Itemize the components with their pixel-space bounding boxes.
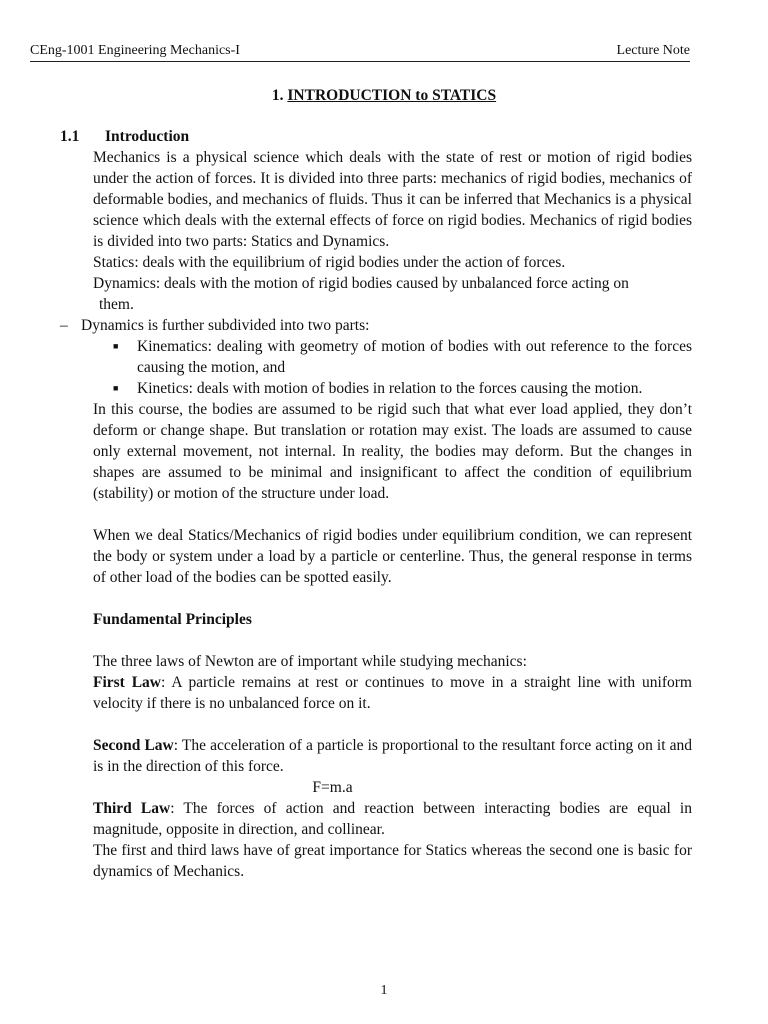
- third-law-label: Third Law: [93, 800, 171, 817]
- second-law-text: : The acceleration of a particle is proportional to the resultant force acting on it and is in the direction of this force.: [93, 737, 693, 775]
- newton-intro: The three laws of Newton are of important while studying mechanics:: [93, 653, 527, 670]
- rigid-body-paragraph: In this course, the bodies are assumed to be rigid such that what ever load applied, they don’t deform or change shape. But translation or rotation may exist. The loads are assumed to cause only external movement, not internal. In reality, the bodies may deform. But the changes in shapes are assumed to be minimal and insignificant to affect the condition of equilibrium (stability) or motion of the structure under load.: [93, 401, 692, 502]
- statics-definition: Statics: deals with the equilibrium of rigid bodies under the action of forces.: [93, 254, 566, 271]
- third-law: [93, 798, 692, 840]
- newton-formula: F=m.a: [312, 779, 353, 796]
- second-law-label: Second Law: [93, 737, 174, 754]
- dash-item-text: Dynamics is further subdivided into two parts:: [81, 317, 370, 334]
- square-bullet-icon: ■: [113, 341, 119, 351]
- intro-paragraph: Mechanics is a physical science which deals with the state of rest or motion of rigid bodies under the action of forces. It is divided into three parts: mechanics of rigid bodies, mechanics of deformable bodies, and mechanics of fluids. Thus it can be inferred that Mechanics is a physical science which deals with the external effects of force on rigid bodies. Mechanics of rigid bodies is divided into two parts: Statics and Dynamics.: [93, 149, 692, 250]
- list-item: [93, 378, 692, 399]
- list-item-text: Kinetics: deals with motion of bodies in relation to the forces causing the motion.: [137, 380, 643, 397]
- first-law-text: : A particle remains at rest or continues to move in a straight line with uniform velocity if there is no unbalanced force on it.: [93, 674, 692, 712]
- first-law-label: First Law: [93, 674, 162, 691]
- document-body: [60, 147, 693, 882]
- second-law: [93, 735, 692, 777]
- page-number: 1: [380, 983, 388, 998]
- dynamics-definition: Dynamics: deals with the motion of rigid bodies caused by unbalanced force acting on: [93, 275, 629, 292]
- dash-item: [60, 315, 692, 336]
- statics-mechanics-paragraph: When we deal Statics/Mechanics of rigid bodies under equilibrium condition, we can represent the body or system under a load by a particle or centerline. Thus, the general response in terms of other load of the bodies can be spotted easily.: [93, 527, 692, 586]
- course-title: CEng-1001 Engineering Mechanics-I: [30, 43, 240, 58]
- chapter-number: 1.: [271, 87, 288, 104]
- list-item: [93, 336, 692, 378]
- closing-paragraph: The first and third laws have of great importance for Statics whereas the second one is basic for dynamics of Mechanics.: [93, 842, 692, 880]
- dynamics-definition-continued: them.: [99, 296, 134, 313]
- page-header: [30, 42, 690, 62]
- list-item-text: Kinematics: dealing with geometry of motion of bodies with out reference to the forces causing the motion, and: [137, 338, 692, 376]
- section-number: 1.1: [60, 128, 80, 145]
- note-type: Lecture Note: [616, 43, 690, 58]
- section-heading: [60, 126, 189, 147]
- section-title: Introduction: [105, 128, 190, 145]
- square-bullet-icon: ■: [113, 383, 119, 393]
- first-law: [93, 672, 692, 714]
- dash-marker: –: [60, 317, 68, 334]
- dynamics-subdivisions-list: [93, 336, 692, 399]
- third-law-text: : The forces of action and reaction between interacting bodies are equal in magnitude, opposite in direction, and collinear.: [93, 800, 692, 838]
- fundamental-principles-heading: Fundamental Principles: [93, 611, 252, 628]
- chapter-title-text: INTRODUCTION to STATICS: [287, 87, 497, 104]
- chapter-title: [0, 85, 768, 106]
